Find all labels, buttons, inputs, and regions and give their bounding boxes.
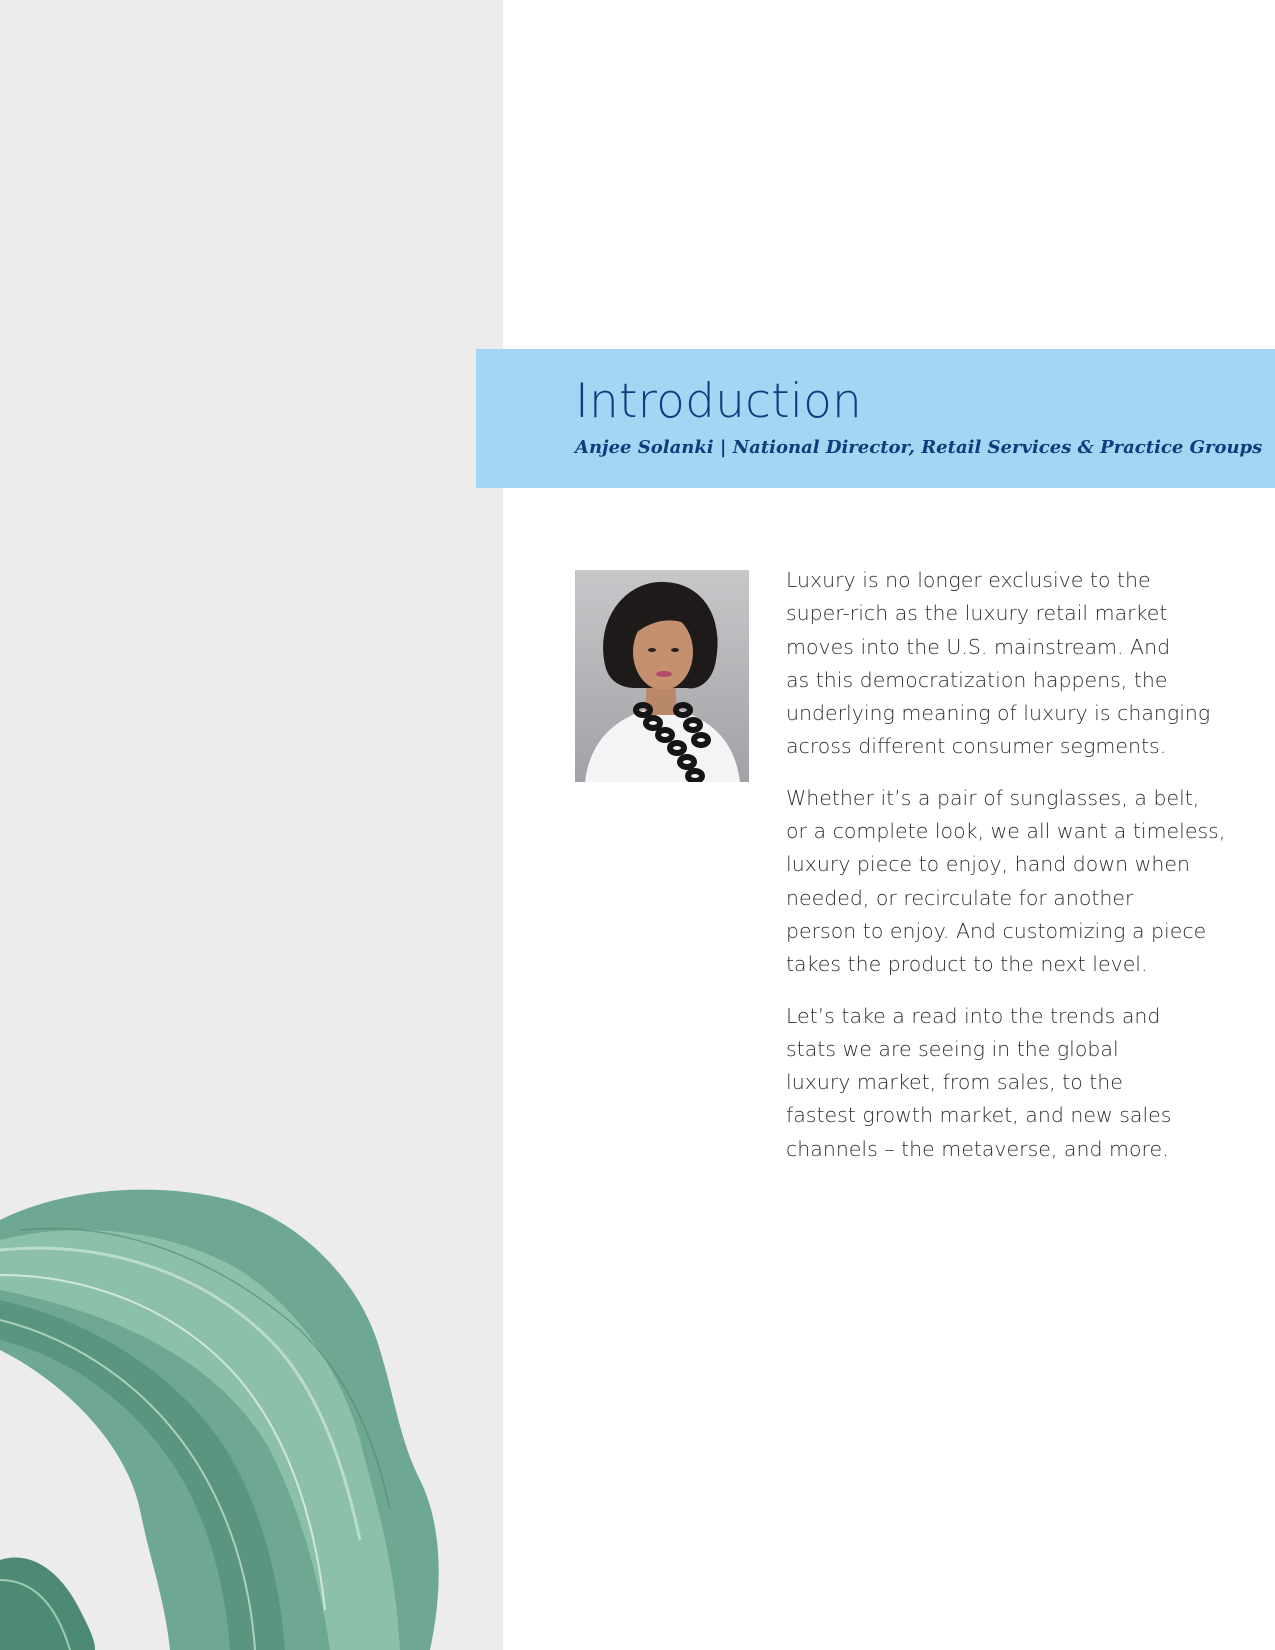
intro-paragraph: Let’s take a read into the trends and stats we are seeing in the global luxury market, from sales, to the fastest growth market, and new sales channels – the metaverse, and more.: [786, 1003, 1172, 1161]
intro-body-text: [786, 564, 1226, 1184]
author-portrait: [575, 570, 749, 782]
person-portrait-icon: [575, 570, 749, 782]
intro-paragraph: Luxury is no longer exclusive to the super-rich as the luxury retail market moves into the U.S. mainstream. And as this democratization happens, the underlying meaning of luxury is changing across different consumer segments.: [786, 568, 1211, 759]
author-byline: Anjee Solanki | National Director, Retail Services & Practice Groups: [575, 437, 1263, 458]
leaf-illustration-icon: [0, 1180, 503, 1650]
page-title: Introduction: [575, 374, 863, 429]
intro-paragraph: Whether it’s a pair of sunglasses, a belt, or a complete look, we all want a timeless, luxury piece to enjoy, hand down when needed, or recirculate for another person to enjoy. And customizing a piece takes the product to the next level.: [786, 785, 1226, 977]
